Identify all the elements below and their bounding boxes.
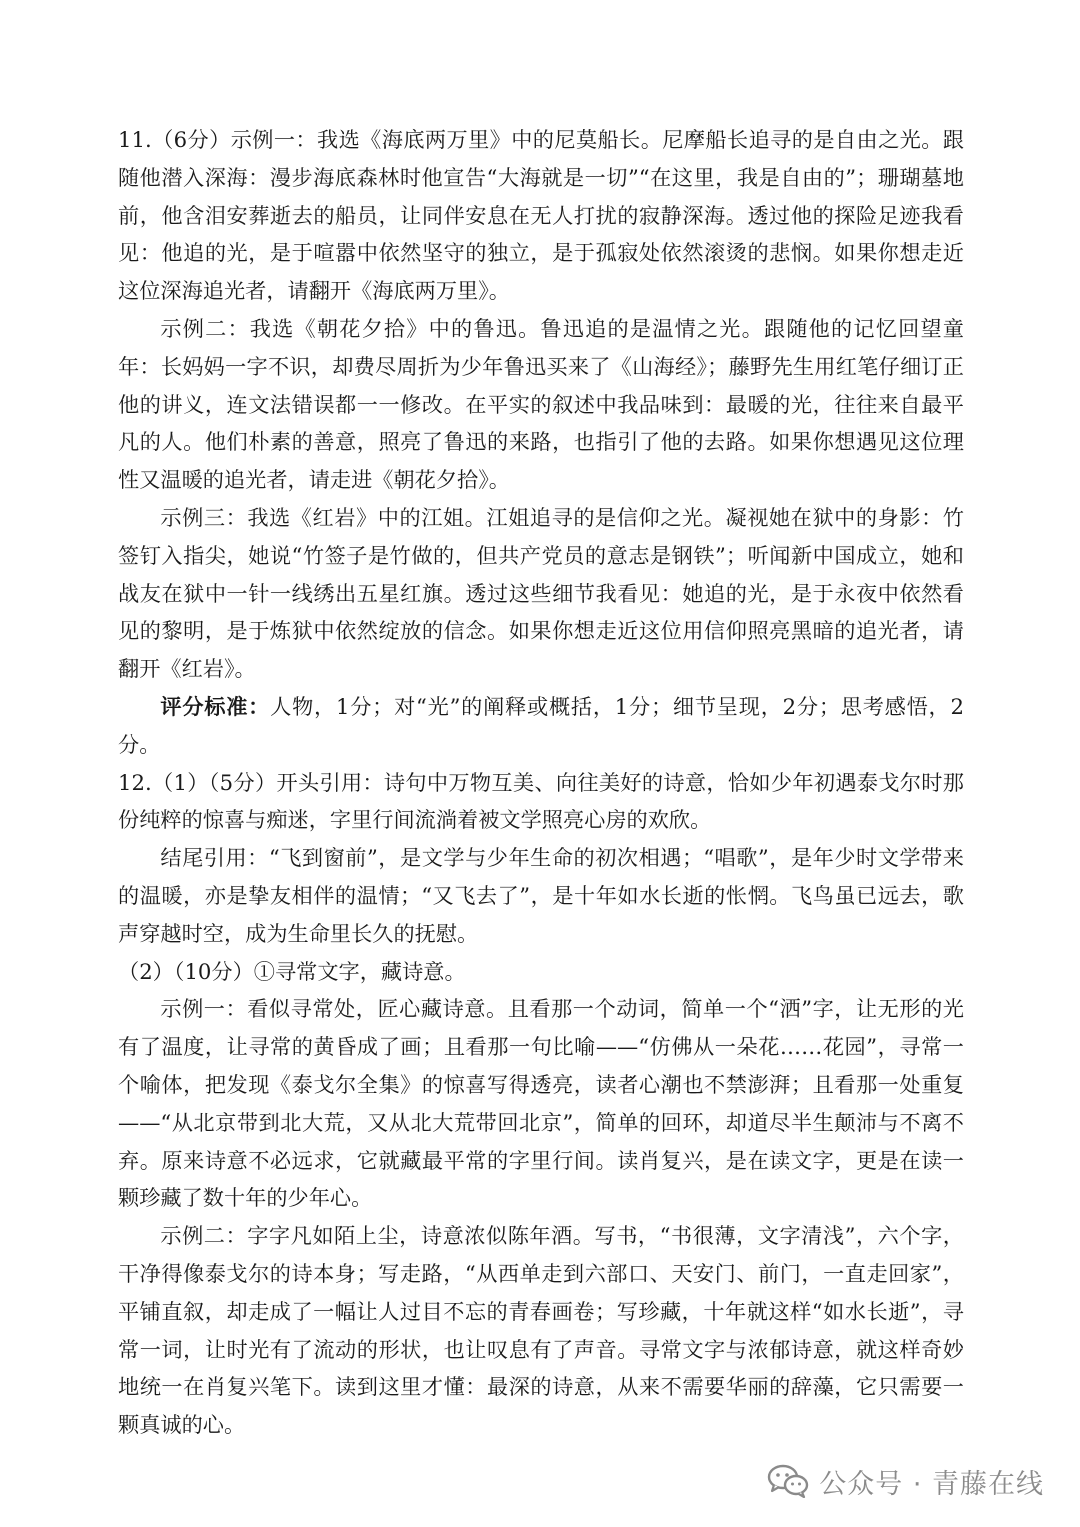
scoring-label: 评分标准： bbox=[160, 693, 271, 719]
q12-part1-ending: 结尾引用：“飞到窗前”，是文学与少年生命的初次相遇；“唱歌”，是年少时文学带来的温暖，亦是挚友相伴的温情；“又飞去了”，是十年如水长逝的怅惘。飞鸟虽已远去，歌声穿越时空，成为生命里长久的抚慰。 bbox=[118, 845, 964, 946]
q11-example-1: 11.（6分）示例一：我选《海底两万里》中的尼莫船长。尼摩船长追寻的是自由之光。跟随他潜入深海：漫步海底森林时他宣告“大海就是一切”“在这里，我是自由的”；珊瑚墓地前，他含泪安葬逝去的船员，让同伴安息在无人打扰的寂静深海。透过他的探险足迹我看见：他追的光，是于喧嚣中依然坚守的独立，是于孤寂处依然滚烫的悲悯。如果你想走近这位深海追光者，请翻开《海底两万里》。 bbox=[118, 127, 964, 304]
watermark bbox=[767, 1461, 1044, 1501]
watermark-text: 公众号 · 青藤在线 bbox=[819, 1468, 1044, 1500]
q12-part2-example-2: 示例二：字字凡如陌上尘，诗意浓似陈年酒。写书，“书很薄，文字清浅”，六个字，干净得像泰戈尔的诗本身；写走路，“从西单走到六部口、天安门、前门，一直走回家”，平铺直叙，却走成了一幅让人过目不忘的青春画卷；写珍藏，十年就这样“如水长逝”，寻常一词，让时光有了流动的形状，也让叹息有了声音。寻常文字与浓郁诗意，就这样奇妙地统一在肖复兴笔下。读到这里才懂：最深的诗意，从来不需要华丽的辞藻，它只需要一颗真诚的心。 bbox=[118, 1223, 964, 1438]
answer-content bbox=[118, 121, 964, 1444]
wechat-icon bbox=[767, 1464, 809, 1498]
q12-part2-heading: （2）（10分）①寻常文字，藏诗意。 bbox=[118, 958, 466, 984]
q12-part2-example-1: 示例一：看似寻常处，匠心藏诗意。且看那一个动词，简单一个“洒”字，让无形的光有了温度，让寻常的黄昏成了画；且看那一句比喻——“仿佛从一朵花……花园”，寻常一个喻体，把发现《泰戈尔全集》的惊喜写得透亮，读者心潮也不禁澎湃；且看那一处重复——“从北京带到北大荒，又从北大荒带回北京”，简单的回环，却道尽半生颠沛与不离不弃。原来诗意不必远求，它就藏最平常的字里行间。读肖复兴，是在读文字，更是在读一颗珍藏了数十年的少年心。 bbox=[118, 996, 964, 1211]
q12-part1-opening: 12.（1）（5分）开头引用：诗句中万物互美、向往美好的诗意，恰如少年初遇泰戈尔时那份纯粹的惊喜与痴迷，字里行间流淌着被文学照亮心房的欢欣。 bbox=[118, 769, 964, 833]
q11-example-2: 示例二：我选《朝花夕拾》中的鲁迅。鲁迅追的是温情之光。跟随他的记忆回望童年：长妈妈一字不识，却费尽周折为少年鲁迅买来了《山海经》；藤野先生用红笔仔细订正他的讲义，连文法错误都一一修改。在平实的叙述中我品味到：最暖的光，往往来自最平凡的人。他们朴素的善意，照亮了鲁迅的来路，也指引了他的去路。如果你想遇见这位理性又温暖的追光者，请走进《朝花夕拾》。 bbox=[118, 315, 964, 493]
q11-example-3: 示例三：我选《红岩》中的江姐。江姐追寻的是信仰之光。凝视她在狱中的身影：竹签钉入指尖，她说“竹签子是竹做的，但共产党员的意志是钢铁”；听闻新中国成立，她和战友在狱中一针一线绣出五星红旗。透过这些细节我看见：她追的光，是于永夜中依然看见的黎明，是于炼狱中依然绽放的信念。如果你想走近这位用信仰照亮黑暗的追光者，请翻开《红岩》。 bbox=[118, 504, 964, 682]
q11-scoring bbox=[118, 688, 964, 764]
scoring-text: 人物，1分；对“光”的阐释或概括，1分；细节呈现，2分；思考感悟，2分。 bbox=[118, 693, 964, 757]
